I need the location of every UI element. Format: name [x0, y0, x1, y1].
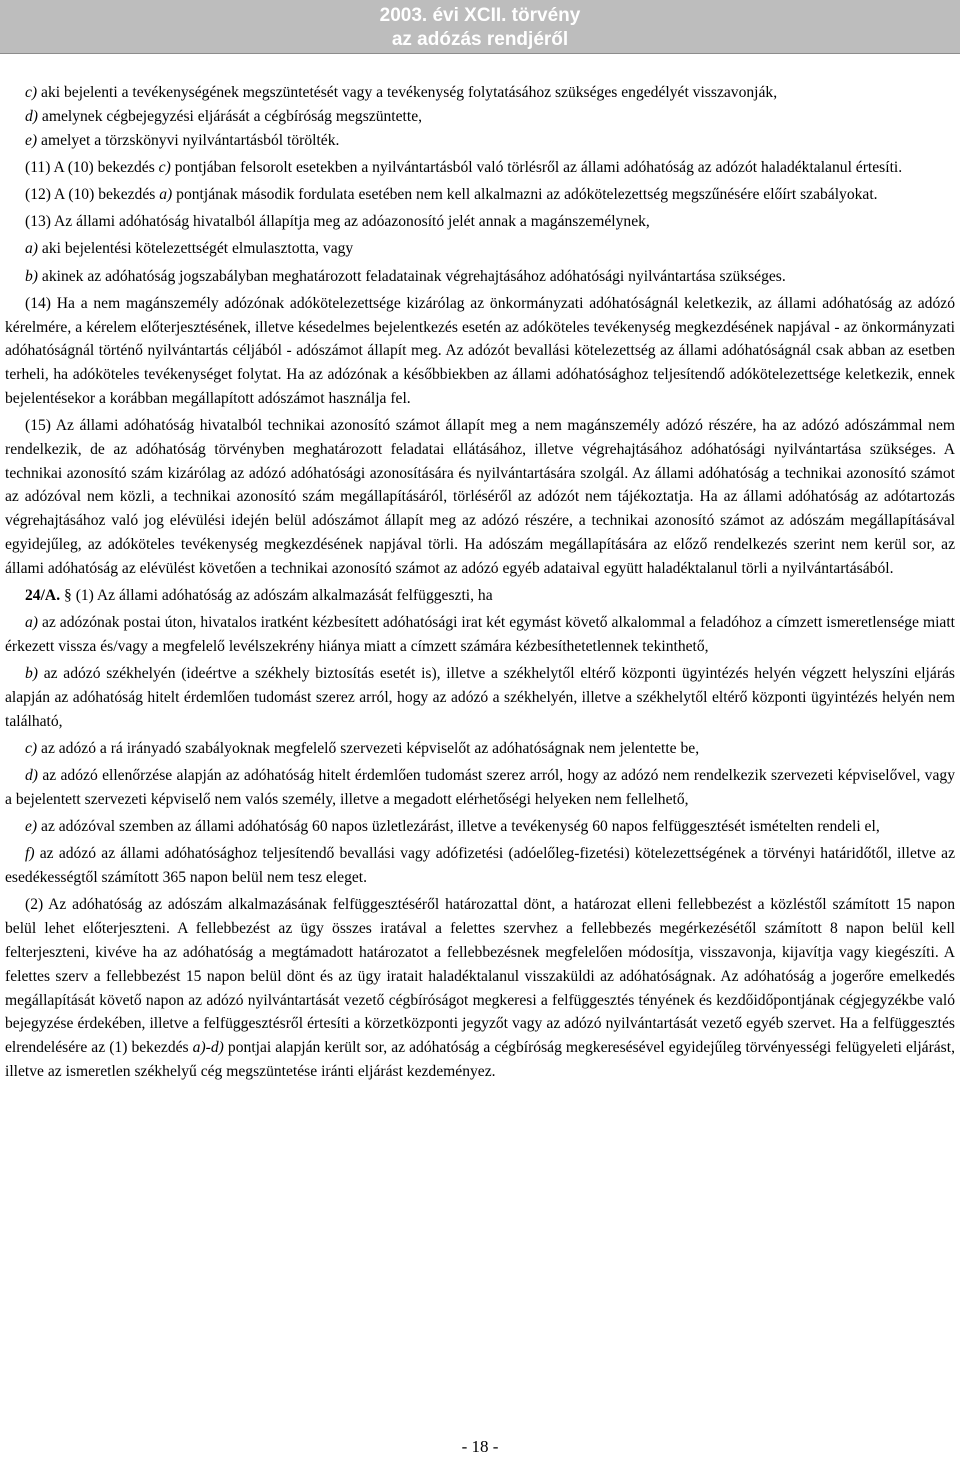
paragraph-14	[5, 292, 955, 411]
item-reference: c)	[158, 158, 171, 176]
item-reference: a)-d)	[192, 1039, 224, 1057]
paragraph-text: (12) A (10) bekezdés	[25, 185, 160, 203]
item-label: c)	[25, 84, 38, 101]
item-text: az adózónak postai úton, hivatalos iratként kézbesített adóhatósági irat két egymást követő alkalommal a feladóhoz a címzett ismeretlensége miatt érkezett vissza és/vagy a megfelelő levélszekrény hiánya miatt a címzett számára kézbesíthetetlennek tekinthető,	[5, 614, 955, 656]
item-label: e)	[25, 131, 38, 149]
paragraph-12	[5, 183, 955, 207]
item-text: az adózó ellenőrzése alapján az adóhatóság hitelt érdemlően tudomást szerez arról, hogy az adózó nem rendelkezik szervezeti képviselővel, vagy a bejelentett szervezeti képviselő nem valós személy, illetve a megadott elérhetőségi helyeken nem fellelhető,	[5, 767, 955, 808]
header-subtitle: az adózás rendjéről	[391, 29, 569, 50]
paragraph-13-b	[5, 265, 955, 289]
paragraph-text: (11) A (10) bekezdés	[25, 158, 159, 176]
item-text: amelyet a törzskönyvi nyilvántartásból törölték.	[41, 131, 340, 149]
paragraph-text: pontjának második fordulata esetében nem kell alkalmazni az adókötelezettség megszűnésére előírt szabályokat.	[172, 185, 878, 203]
paragraph-text: pontjában felsorolt esetekben a nyilvántartásból való törlésről az állami adóhatóság az adózót haladéktalanul értesíti.	[170, 158, 903, 176]
paragraph-text: (2) Az adóhatóság az adószám alkalmazásának felfüggesztéséről határozattal dönt, a határozat elleni fellebbezést a közléstől számított 15 napon belül lehet előterjeszteni. A fellebbezést az ügy összes iratával a felettes szervhez a fellebbezés megérkezésétől számított 8 napon belül kell felterjeszteni, kivéve ha az adóhatóság a megtámadott határozatot a fellebbezésnek megfelelően módosítja, visszavonja, kijavítja vagy kiegészíti. A felettes szerv a fellebbezést 15 napon belül dönt és az ügy iratait haladéktalanul visszaküldi az adóhatóságnak. Az adóhatóság a jogerőre emelkedés megállapítását követő napon az adózó nyilvántartását vezető cégbíróságot megkeresi a felfüggesztés tényének és kezdőidőpontjának cégjegyzékbe való bejegyzése érdekében, illetve a felfüggesztésről értesíti a körzetközponti jegyzőt vagy az adózó nyilvántartását vezető egyéb szervet. Ha a felfüggesztés elrendelésére az (1) bekezdés	[5, 896, 955, 1057]
item-label: a)	[25, 240, 38, 258]
item-text: aki bejelentési kötelezettségét elmulasztotta, vagy	[38, 240, 354, 258]
paragraph-13-a	[5, 237, 955, 261]
item-text: amelynek cégbejegyzési eljárását a cégbíróság megszüntette,	[41, 107, 423, 125]
item-label: e)	[25, 818, 38, 836]
paragraph-13	[5, 210, 955, 234]
paragraph-10-c	[5, 81, 955, 105]
paragraph-15	[5, 414, 955, 581]
section-24a-a	[5, 611, 955, 659]
section-number: 24/A.	[25, 587, 61, 605]
paragraph-text: (13) Az állami adóhatóság hivatalból állapítja meg az adóazonosító jelét annak a magánszemélynek,	[25, 213, 650, 231]
item-label: d)	[25, 767, 38, 785]
paragraph-10-d	[5, 105, 955, 129]
section-24a-b	[5, 662, 955, 733]
paragraph-text: (14) Ha a nem magánszemély adózónak adókötelezettsége kizárólag az önkormányzati adóhatóságnál keletkezik, az állami adóhatóság az adózó kérelmére, a kérelem előterjesztésének, illetve késedelmes bejelentkezés esetén az adóköteles tevékenység megkezdésének napjával - az önkormányzati adóhatóságnál történő nyilvántartás céljából - adószámot állapít meg. Az adózót bevallási kötelezettség az állami adóhatóságnál csak abban az esetben terheli, ha adóköteles tevékenységet folytat. Ha az adózónak a későbbiekben az állami adóhatósághoz teljesítendő adókötelezettsége keletkezik, ennek bejelentésekor a korábban megállapított adószámot használja fel.	[5, 294, 955, 407]
item-text: az adózó az állami adóhatósághoz teljesítendő bevallási vagy adófizetési (adóelőleg-fizetési) kötelezettségének a törvényi határidőtől, illetve az esedékességtől számított 365 napon belül nem tesz eleget.	[5, 845, 955, 887]
header-title: 2003. évi XCII. törvény	[379, 5, 581, 26]
section-24a-f	[5, 842, 955, 890]
item-text: akinek az adóhatóság jogszabályban meghatározott feladatainak végrehajtásához adóhatósági nyilvántartása szükséges.	[38, 267, 786, 285]
item-text: az adózó a rá irányadó szabályoknak megfelelő szervezeti képviselőt az adóhatóságnak nem jelentette be,	[37, 740, 700, 758]
item-label: a)	[25, 614, 38, 632]
document-header	[0, 0, 960, 54]
paragraph-text: (15) Az állami adóhatóság hivatalból technikai azonosító számot állapít meg a nem magánszemély adózó részére, ha az adózó adószámmal nem rendelkezik, de az adóhatóság törvényben meghatározott feladatai ellátásához, illetve végrehajtásához adóhatósági nyilvántartása szükséges. A technikai azonosító szám kizárólag az adózó adóhatósági azonosítására és nyilvántartására szolgál. Az állami adóhatóság a technikai azonosító számot az adózóval nem közli, a technikai azonosító szám megállapításáról, törléséről az adózót nem tájékoztatja. Ha az állami adóhatóság az adótartozás végrehajtásához való jog elévülési idején belül adószámot állapít meg az adózó részére, a technikai azonosító számot az adószám megállapításával egyidejűleg, az adóköteles tevékenység megkezdésének napjával törli. Ha adószám megállapítására az előző rendelkezés szerint nem kerül sor, az állami adóhatóság az elévülést követően a technikai azonosító számot az adózó egyéb adataival együtt haladéktalanul törli a nyilvántartásából.	[5, 417, 955, 577]
item-label: d)	[25, 107, 38, 125]
paragraph-text: pontjai alapján került sor, az adóhatóság a cégbíróság megkeresésével egyidejűleg törvényességi felügyeleti eljárást, illetve az ismeretlen székhelyű cég megszüntetése iránti eljárást kezdeményez.	[5, 1039, 955, 1080]
item-label: c)	[25, 740, 38, 758]
section-24a-2	[5, 893, 955, 1083]
section-24a-c	[5, 737, 955, 761]
section-24a-d	[5, 764, 955, 812]
paragraph-10-e	[5, 129, 955, 153]
paragraph-11	[5, 156, 955, 180]
section-24a-e	[5, 815, 955, 839]
item-text: az adózóval szemben az állami adóhatóság 60 napos üzletlezárást, illetve a tevékenység 60 napos felfüggesztését ismételten rendeli el,	[37, 818, 880, 836]
paragraph-text: § (1) Az állami adóhatóság az adószám alkalmazását felfüggeszti, ha	[60, 587, 493, 605]
document-body	[5, 81, 955, 1087]
item-label: f)	[25, 845, 35, 863]
page-number: - 18 -	[461, 1437, 499, 1456]
item-text: aki bejelenti a tevékenységének megszüntetését vagy a tevékenység folytatásához szükséges engedélyét visszavonják,	[41, 84, 778, 101]
section-24a-1	[5, 584, 955, 608]
item-text: az adózó székhelyén (ideértve a székhely biztosítás esetét is), illetve a székhelytől eltérő központi ügyintézés helyén végzett helyszíni eljárás alapján az adóhatóság hitelt érdemlően tudomást szerez arról, hogy az adózó a székhelyén, illetve a székhelytől eltérő központi ügyintézés helyén nem található,	[5, 665, 955, 730]
item-label: b)	[25, 665, 38, 683]
item-reference: a)	[159, 185, 173, 203]
item-label: b)	[25, 267, 38, 285]
